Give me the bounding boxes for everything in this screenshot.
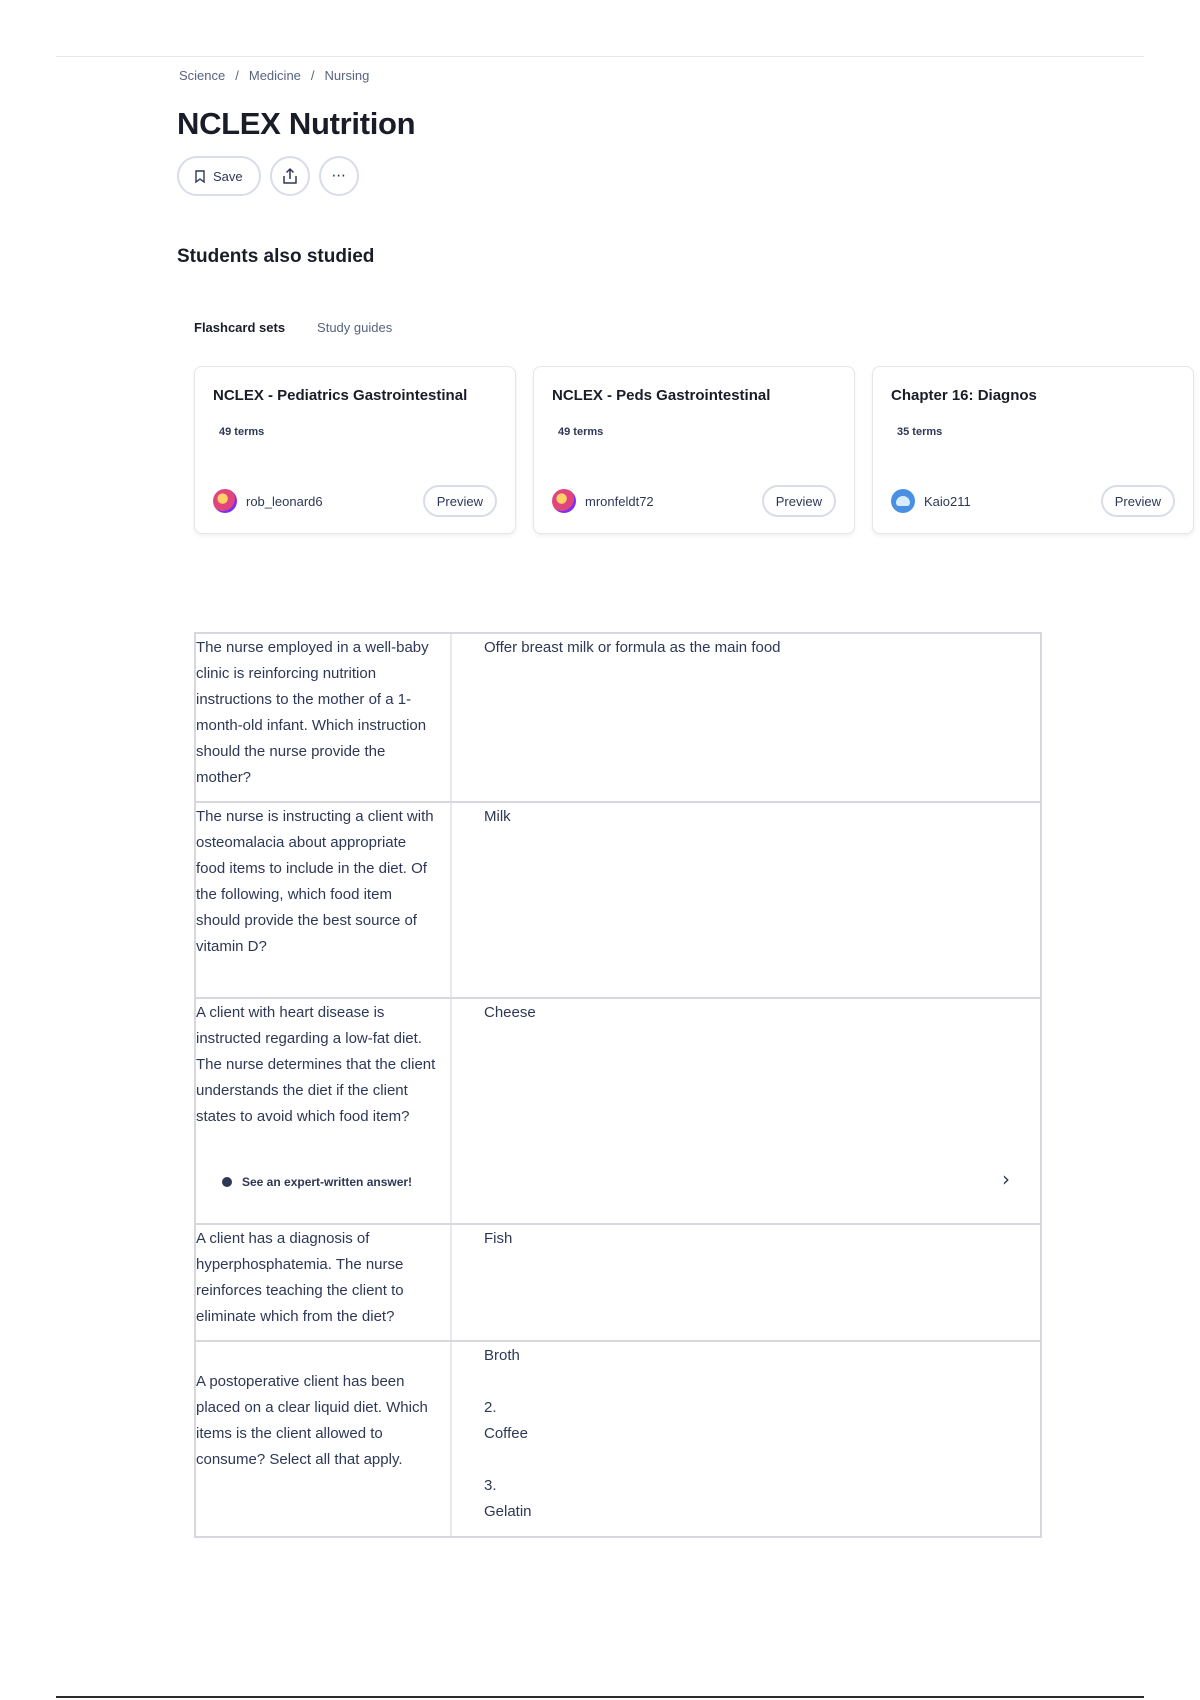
table-row xyxy=(196,999,1040,1225)
avatar xyxy=(891,489,915,513)
preview-button[interactable]: Preview xyxy=(423,485,497,517)
table-row xyxy=(196,1342,1040,1536)
share-icon xyxy=(281,167,299,185)
avatar xyxy=(552,489,576,513)
card-title: NCLEX - Peds Gastrointestinal xyxy=(552,387,771,404)
chevron-right-icon[interactable]: › xyxy=(1002,1167,1010,1191)
expert-dot-icon xyxy=(222,1177,232,1187)
breadcrumb-medicine[interactable]: Medicine xyxy=(248,68,301,83)
page-title: NCLEX Nutrition xyxy=(177,106,416,141)
study-set-carousel xyxy=(194,366,1161,536)
term-text: The nurse is instructing a client with osteomalacia about appropriate food items to include in the diet. Of the following, which food item should provide the best source of vitamin D? xyxy=(196,803,452,997)
tab-flashcard-sets[interactable]: Flashcard sets xyxy=(194,320,286,335)
card-term-count: 49 terms xyxy=(558,426,604,438)
card-username[interactable]: Kaio211 xyxy=(924,493,971,509)
action-bar xyxy=(177,156,359,196)
more-options-button[interactable] xyxy=(319,156,359,196)
more-icon: ··· xyxy=(331,167,346,185)
table-row xyxy=(196,1225,1040,1342)
definition-text: Broth 2. Coffee 3. Gelatin xyxy=(484,1347,532,1520)
breadcrumb-separator: / xyxy=(235,68,239,83)
expert-answer-label: See an expert-written answer! xyxy=(242,1175,413,1189)
preview-button[interactable]: Preview xyxy=(1101,485,1175,517)
card-title: NCLEX - Pediatrics Gastrointestinal xyxy=(213,387,468,404)
study-tabs xyxy=(194,320,392,335)
study-set-card[interactable] xyxy=(872,366,1194,534)
card-term-count: 35 terms xyxy=(897,426,943,438)
definition-text: Fish xyxy=(484,1230,513,1247)
top-divider xyxy=(56,56,1144,57)
breadcrumb xyxy=(179,68,369,83)
flashcard-terms-table xyxy=(194,632,1042,1538)
term-text: A client has a diagnosis of hyperphosphatemia. The nurse reinforces teaching the client to eliminate which from the diet? xyxy=(196,1225,452,1340)
students-also-studied-heading: Students also studied xyxy=(177,246,375,267)
term-text: A client with heart disease is instructed regarding a low-fat diet. The nurse determines that the client understands the diet if the client states to avoid which food item? xyxy=(196,999,452,1223)
breadcrumb-separator: / xyxy=(310,68,315,83)
save-label: Save xyxy=(213,168,243,184)
breadcrumb-science[interactable]: Science xyxy=(179,68,226,83)
share-button[interactable] xyxy=(270,156,310,196)
table-row xyxy=(196,803,1040,999)
definition-text: Milk xyxy=(484,808,511,825)
card-title: Chapter 16: Diagnos xyxy=(891,387,1037,404)
definition-text: Cheese xyxy=(484,1004,536,1021)
card-term-count: 49 terms xyxy=(219,426,265,438)
table-row xyxy=(196,634,1040,803)
definition-text: Offer breast milk or formula as the main food xyxy=(484,639,781,656)
card-username[interactable]: mronfeldt72 xyxy=(585,493,654,509)
study-set-card[interactable] xyxy=(533,366,855,534)
bookmark-icon xyxy=(195,170,205,183)
preview-button[interactable]: Preview xyxy=(762,485,836,517)
study-set-card[interactable] xyxy=(194,366,516,534)
tab-study-guides[interactable]: Study guides xyxy=(317,320,393,335)
save-button[interactable] xyxy=(177,156,261,196)
bottom-divider xyxy=(56,1696,1144,1698)
expert-answer-link[interactable] xyxy=(222,1175,412,1189)
card-username[interactable]: rob_leonard6 xyxy=(246,493,323,509)
term-text: A postoperative client has been placed on a clear liquid diet. Which items is the client allowed to consume? Select all that apply. xyxy=(196,1342,452,1536)
avatar xyxy=(213,489,237,513)
breadcrumb-nursing[interactable]: Nursing xyxy=(324,68,370,83)
term-text: The nurse employed in a well-baby clinic is reinforcing nutrition instructions to the mother of a 1-month-old infant. Which instruction should the nurse provide the mother? xyxy=(196,634,452,801)
